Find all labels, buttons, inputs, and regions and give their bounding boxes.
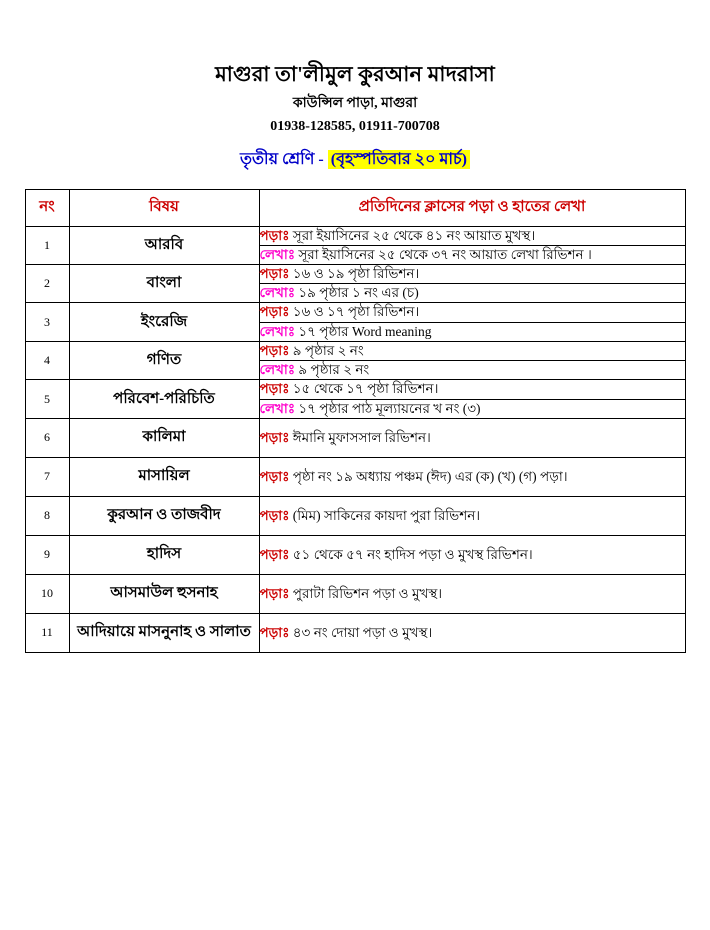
homework-table [25, 189, 686, 653]
date-label: (বৃহস্পতিবার ২০ মার্চ) [328, 150, 470, 169]
row-number: 10 [25, 574, 69, 613]
task-text: সূরা ইয়াসিনের ২৫ থেকে ৩৭ নং আয়াত লেখা রিভিশন । [295, 246, 592, 262]
row-task [259, 284, 685, 303]
task-text: ১৬ ও ১৯ পৃষ্ঠা রিভিশন। [289, 266, 420, 282]
row-subject: বাংলা [69, 265, 259, 303]
table-row [25, 496, 685, 535]
table-row [25, 265, 685, 284]
task-text: ৪৩ নং দোয়া পড়া ও মুখস্থ। [289, 624, 433, 640]
row-task [259, 245, 685, 264]
table-row [25, 380, 685, 399]
task-label-pora: পড়াঃ [259, 429, 290, 445]
task-text: ১৯ পৃষ্ঠার ১ নং এর (চ) [295, 285, 419, 301]
row-number: 6 [25, 418, 69, 457]
row-subject: মাসায়িল [69, 457, 259, 496]
column-header-task: প্রতিদিনের ক্লাসের পড়া ও হাতের লেখা [259, 189, 685, 226]
task-text: (মিম) সাকিনের কায়দা পুরা রিভিশন। [289, 507, 481, 523]
task-label-pora: পড়াঃ [259, 468, 290, 484]
task-label-lekha: লেখাঃ [259, 362, 296, 378]
task-label-lekha: লেখাঃ [259, 323, 296, 339]
task-label-pora: পড়াঃ [259, 624, 290, 640]
row-subject: আসমাউল হুসনাহ [69, 574, 259, 613]
column-header-subject: বিষয় [69, 189, 259, 226]
row-subject: ইংরেজি [69, 303, 259, 341]
class-label: তৃতীয় শ্রেণি - [240, 150, 324, 168]
table-row [25, 418, 685, 457]
row-task [259, 457, 685, 496]
table-row [25, 457, 685, 496]
row-subject: আদিয়ায়ে মাসনুনাহ ও সালাত [69, 613, 259, 652]
madrasa-phone-numbers: 01938-128585, 01911-700708 [270, 118, 440, 134]
task-text: ১৭ পৃষ্ঠার Word meaning [295, 323, 432, 339]
table-body [25, 226, 685, 652]
row-task [259, 613, 685, 652]
row-task [259, 361, 685, 380]
task-label-pora: পড়াঃ [259, 381, 290, 397]
row-number: 11 [25, 613, 69, 652]
row-number: 8 [25, 496, 69, 535]
table-row [25, 341, 685, 360]
madrasa-address: কাউন্সিল পাড়া, মাগুরা [292, 96, 418, 112]
task-text: ৫১ থেকে ৫৭ নং হাদিস পড়া ও মুখস্থ রিভিশন। [289, 546, 533, 562]
row-task [259, 341, 685, 360]
row-subject: গণিত [69, 341, 259, 379]
task-text: ৯ পৃষ্ঠার ২ নং [295, 362, 370, 378]
row-number: 9 [25, 535, 69, 574]
row-number: 5 [25, 380, 69, 418]
class-and-date-line [0, 150, 710, 171]
table-row [25, 574, 685, 613]
row-task [259, 322, 685, 341]
table-row [25, 226, 685, 245]
row-number: 7 [25, 457, 69, 496]
row-task [259, 535, 685, 574]
row-task [259, 265, 685, 284]
task-label-lekha: লেখাঃ [259, 246, 296, 262]
task-label-lekha: লেখাঃ [259, 400, 296, 416]
row-task [259, 226, 685, 245]
task-label-pora: পড়াঃ [259, 266, 290, 282]
row-subject: আরবি [69, 226, 259, 264]
table-header-row [25, 189, 685, 226]
task-text: ঈমানি মুফাসসাল রিভিশন। [289, 429, 431, 445]
task-label-pora: পড়াঃ [259, 546, 290, 562]
row-task [259, 574, 685, 613]
task-label-lekha: লেখাঃ [259, 285, 296, 301]
row-task [259, 303, 685, 322]
task-text: পুরাটা রিভিশন পড়া ও মুখস্থ। [289, 585, 443, 601]
table-row [25, 535, 685, 574]
row-task [259, 380, 685, 399]
task-label-pora: পড়াঃ [259, 342, 290, 358]
task-text: পৃষ্ঠা নং ১৯ অধ্যায় পঞ্চম (ঈদ) এর (ক) (খ) (গ) পড়া। [289, 468, 568, 484]
task-label-pora: পড়াঃ [259, 304, 290, 320]
row-number: 1 [25, 226, 69, 264]
table-row [25, 613, 685, 652]
row-subject: কালিমা [69, 418, 259, 457]
row-task [259, 399, 685, 418]
task-text: সূরা ইয়াসিনের ২৫ থেকে ৪১ নং আয়াত মুখস্থ। [289, 227, 536, 243]
task-label-pora: পড়াঃ [259, 227, 290, 243]
task-text: ১৬ ও ১৭ পৃষ্ঠা রিভিশন। [289, 304, 420, 320]
row-subject: কুরআন ও তাজবীদ [69, 496, 259, 535]
task-text: ১৭ পৃষ্ঠার পাঠ মূল্যায়নের খ নং (৩) [295, 400, 481, 416]
row-task [259, 496, 685, 535]
task-label-pora: পড়াঃ [259, 507, 290, 523]
task-label-pora: পড়াঃ [259, 585, 290, 601]
task-text: ১৫ থেকে ১৭ পৃষ্ঠা রিভিশন। [289, 381, 439, 397]
task-text: ৯ পৃষ্ঠার ২ নং [289, 342, 364, 358]
row-task [259, 418, 685, 457]
table-row [25, 303, 685, 322]
row-number: 2 [25, 265, 69, 303]
row-subject: পরিবেশ-পরিচিতি [69, 380, 259, 418]
row-number: 4 [25, 341, 69, 379]
column-header-no: নং [25, 189, 69, 226]
row-subject: হাদিস [69, 535, 259, 574]
document-header [0, 0, 710, 171]
row-number: 3 [25, 303, 69, 341]
madrasa-name: মাগুরা তা'লীমুল কুরআন মাদরাসা [215, 62, 495, 86]
